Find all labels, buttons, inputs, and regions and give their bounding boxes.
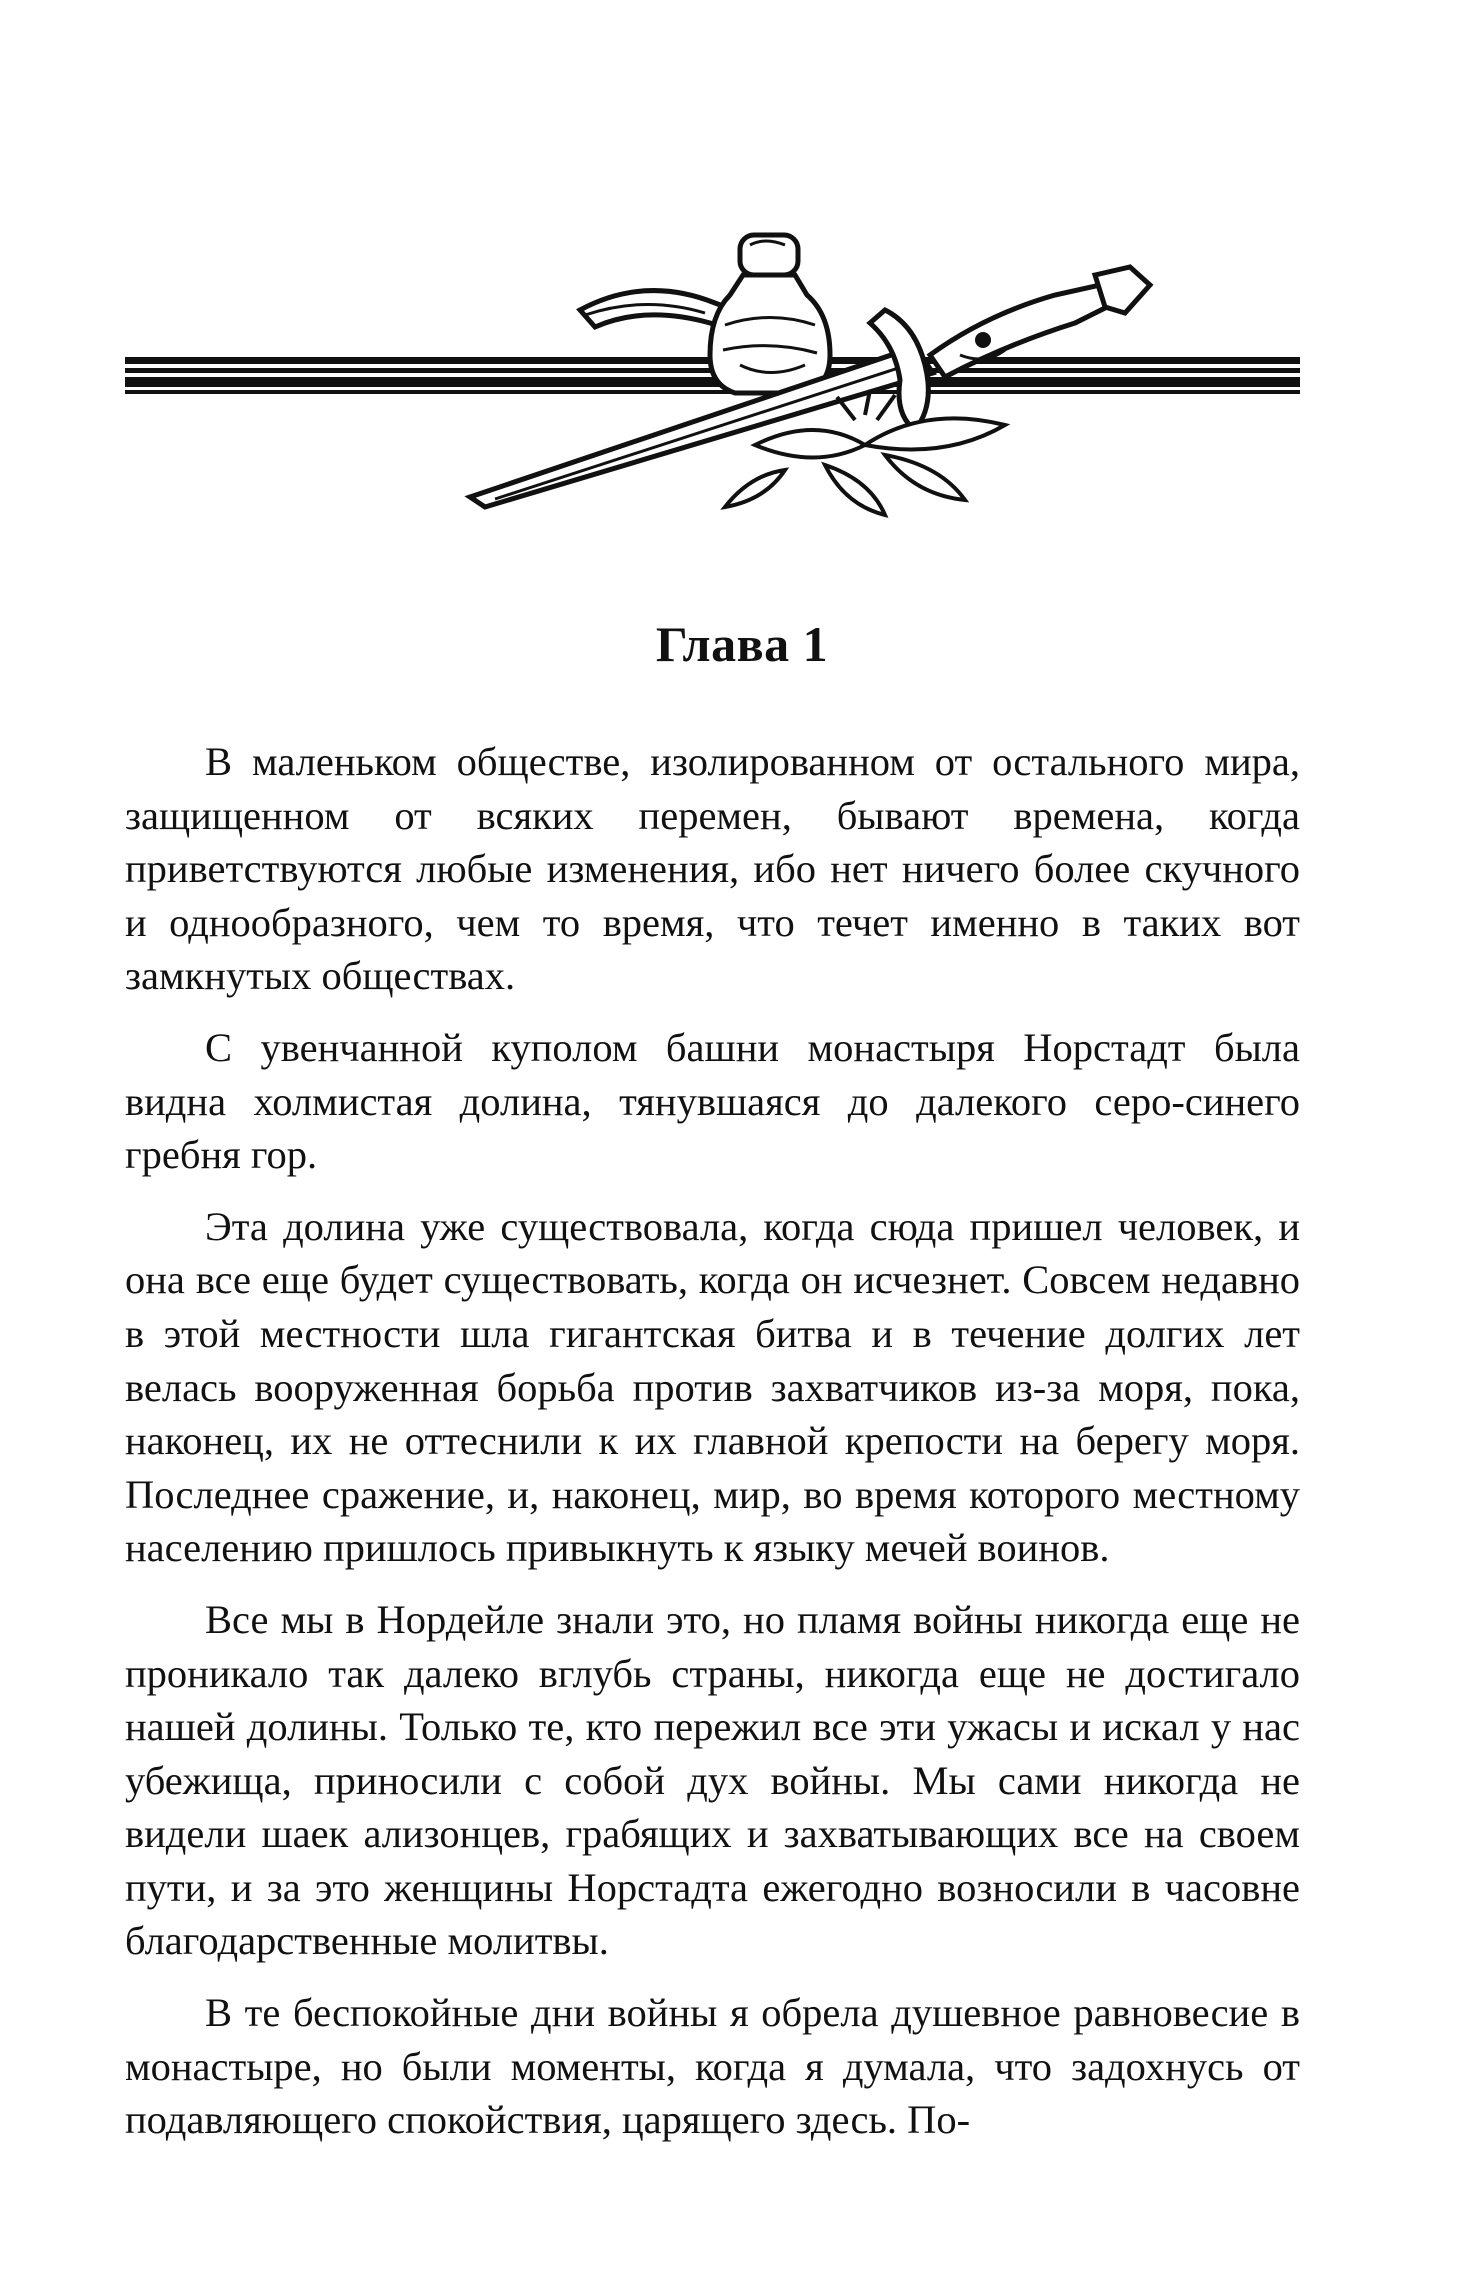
paragraph: В маленьком обществе, изолированном от остального мира, защищенном от всяких перемен, бывают времена, когда приветствуются любые изменения, ибо нет ничего более скучного и однообразного, чем то время, что течет именно в таких вот замкнутых обществах. <box>125 739 1300 999</box>
chapter-title: Глава 1 <box>655 616 829 672</box>
paragraph: Эта долина уже существовала, когда сюда пришел человек, и она все еще будет существовать, когда он исчезнет. Совсем недавно в этой местности шла гигантская битва и в течение долгих лет велась вооруженная борьба против захватчиков из-за моря, пока, наконец, их не оттеснили к их главной крепости на берегу моря. Последнее сражение, и, наконец, мир, во время которого местному населению пришлось привыкнуть к языку мечей воинов. <box>125 1203 1300 1571</box>
chapter-body-text <box>125 735 1300 2147</box>
paragraph: В те беспокойные дни войны я обрела душевное равновесие в монастыре, но были моменты, когда я думала, что задохнусь от подавляющего спокойствия, царящего здесь. По- <box>125 1990 1300 2143</box>
paragraph: С увенчанной куполом башни монастыря Норстадт была видна холмистая долина, тянувшаяся до далекого серо-синего гребня гор. <box>125 1024 1300 1178</box>
bottle-drawing <box>710 235 830 393</box>
sword-bottle-ornament-icon <box>125 215 1300 525</box>
paragraph: Все мы в Нордейле знали это, но пламя войны никогда еще не проникало так далеко вглубь страны, никогда еще не достигало нашей долины. Только те, кто пережил все эти ужасы и искал у нас убежища, приносили с собой дух войны. Мы сами никогда не видели шаек ализонцев, грабящих и захватывающих все на своем пути, и за это женщины Норстадта ежегодно возносили в часовне благодарственные молитвы. <box>125 1596 1300 1964</box>
